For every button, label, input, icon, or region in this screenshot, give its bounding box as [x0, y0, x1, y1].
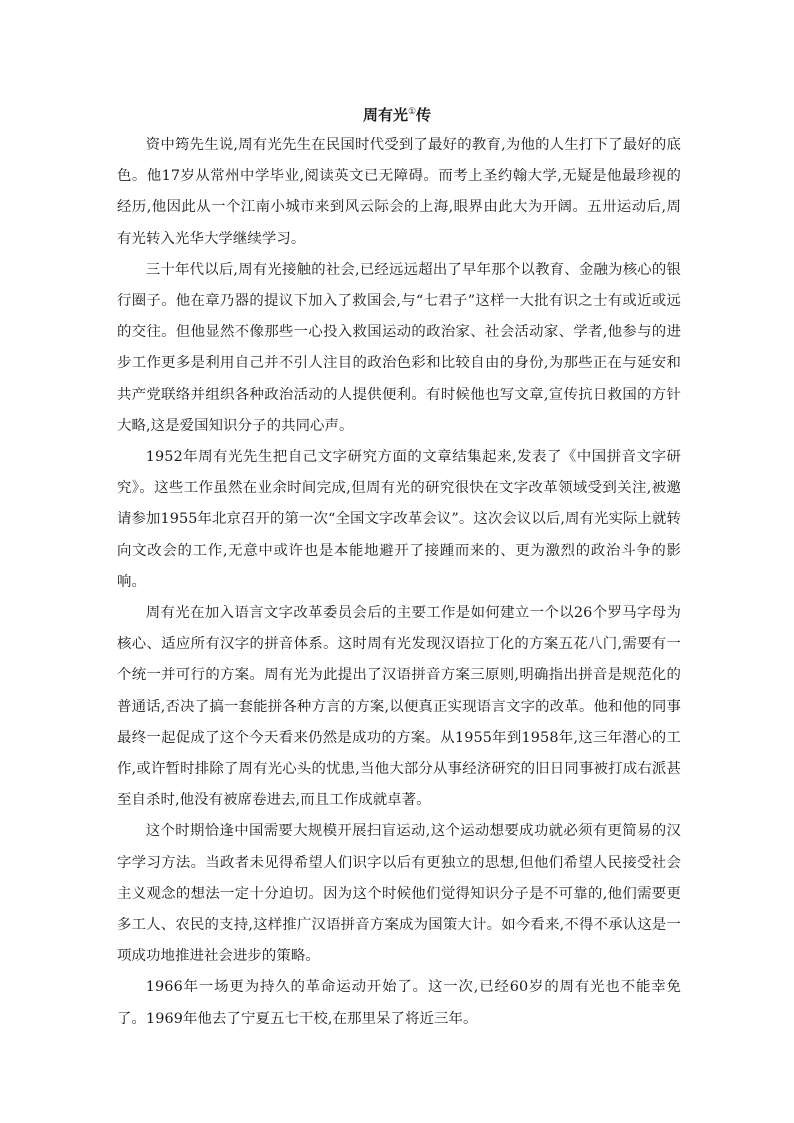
paragraph-4: 周有光在加入语言文字改革委员会后的主要工作是如何建立一个以26个罗马字母为核心、适应所有汉字的拼音体系。这时周有光发现汉语拉丁化的方案五花八门,需要有一个统一并可行的方案。周有光为此提出了汉语拼音方案三原则,明确指出拼音是规范化的普通话,否决了搞一套能拼各种方言的方案,以便真正实现语言文字的改革。他和他的同事最终一起促成了这个今天看来仍然是成功的方案。从1955年到1958年,这三年潜心的工作,或许暂时排除了周有光心头的忧患,当他大部分从事经济研究的旧日同事被打成右派甚至自杀时,他没有被席卷进去,而且工作成就卓著。: [117, 605, 681, 809]
paragraph-1: 资中筠先生说,周有光先生在民国时代受到了最好的教育,为他的人生打下了最好的底色。他17岁从常州中学毕业,阅读英文已无障碍。而考上圣约翰大学,无疑是他最珍视的经历,他因此从一个江南小城市来到风云际会的上海,眼界由此大为开阔。五卅运动后,周有光转入光华大学继续学习。: [117, 137, 681, 247]
article-title: [0, 101, 794, 126]
footnote-marker: ①: [407, 107, 417, 117]
paragraph-6: 1966年一场更为持久的革命运动开始了。这一次,已经60岁的周有光也不能幸免了。1969年他去了宁夏五七干校,在那里呆了将近三年。: [117, 979, 681, 1027]
paragraph-3: 1952年周有光先生把自己文字研究方面的文章结集起来,发表了《中国拼音文字研究》。这些工作虽然在业余时间完成,但周有光的研究很快在文字改革领域受到关注,被邀请参加1955年北京召开的第一次“全国文字改革会议”。这次会议以后,周有光实际上就转向文改会的工作,无意中或许也是本能地避开了接踵而来的、更为激烈的政治斗争的影响。: [117, 449, 681, 590]
paragraph-5: 这个时期恰逢中国需要大规模开展扫盲运动,这个运动想要成功就必须有更简易的汉字学习方法。当政者未见得希望人们识字以后有更独立的思想,但他们希望人民接受社会主义观念的想法一定十分迫切。因为这个时候他们觉得知识分子是不可靠的,他们需要更多工人、农民的支持,这样推广汉语拼音方案成为国策大计。如今看来,不得不承认这是一项成功地推进社会进步的策略。: [117, 823, 681, 965]
paragraph-2: 三十年代以后,周有光接触的社会,已经远远超出了早年那个以教育、金融为核心的银行圈子。他在章乃器的提议下加入了救国会,与“七君子”这样一大批有识之士有或近或远的交往。但他显然不像那些一心投入救国运动的政治家、社会活动家、学者,他参与的进步工作更多是利用自己并不引人注目的政治色彩和比较自由的身份,为那些正在与延安和共产党联络并组织各种政治活动的人提供便利。有时候他也写文章,宣传抗日救国的方针大略,这是爱国知识分子的共同心声。: [117, 261, 681, 434]
title-main: 周有光: [362, 106, 408, 124]
article-body: [117, 130, 681, 1035]
title-tail: 传: [416, 106, 432, 124]
